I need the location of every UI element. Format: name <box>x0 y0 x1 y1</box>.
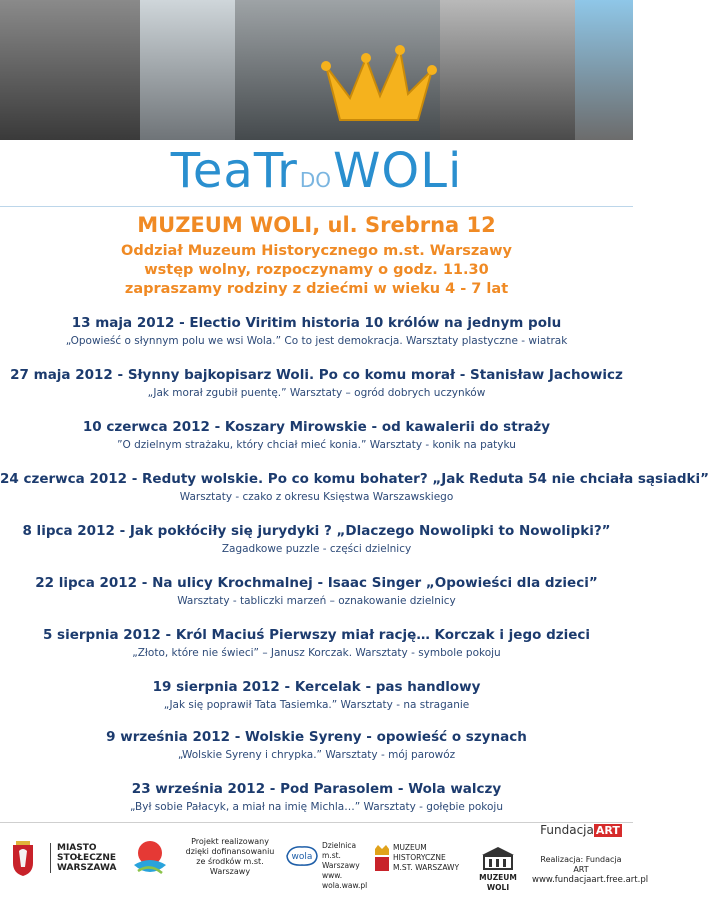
venue-heading: MUZEUM WOLI, ul. Srebrna 12 <box>137 213 496 237</box>
portraits-photo <box>440 0 575 140</box>
event-item <box>0 781 633 813</box>
museum-building-icon <box>480 845 516 871</box>
event-subtitle: „Złoto, które nie świeci” – Janusz Korczak. Warsztaty - symbole pokoju <box>132 647 501 659</box>
event-item <box>0 575 633 607</box>
logo-part-woli: WOLi <box>332 143 463 199</box>
event-title: 13 maja 2012 - Electio Viritim historia 10 królów na jednym polu <box>71 315 562 331</box>
website-text: www.fundacjaart.free.art.pl <box>532 875 649 885</box>
dzielnica-line: wola.waw.pl <box>322 881 368 890</box>
miasto-line: WARSZAWA <box>57 863 117 873</box>
museum-historical-icon <box>373 845 391 873</box>
logo-part-teatr: TeaTr <box>170 143 298 199</box>
event-item <box>0 419 633 451</box>
event-subtitle: „Jak morał zgubił puentę.” Warsztaty – ogród dobrych uczynków <box>147 387 486 399</box>
event-title: 19 sierpnia 2012 - Kercelak - pas handlowy <box>152 679 481 695</box>
miasto-logo-text <box>50 843 116 873</box>
teatr-do-woli-logo <box>0 143 633 203</box>
wola-logo-text: wola <box>291 852 313 862</box>
sponsor-footer <box>0 822 649 901</box>
event-item <box>0 367 633 399</box>
logo-part-do: DO <box>299 168 331 192</box>
info-line: zapraszamy rodziny z dziećmi w wieku 4 - 7 lat <box>124 281 509 297</box>
event-subtitle: ”O dzielnym strażaku, który chciał mieć konia.” Warsztaty - konik na patyku <box>117 439 516 451</box>
event-subtitle: „Był sobie Pałacyk, a miał na imię Michla…” Warsztaty - gołębie pokoju <box>129 801 504 813</box>
event-item <box>0 679 633 711</box>
muzeum-hist-line: MUZEUM <box>393 843 427 852</box>
event-title: 9 września 2012 - Wolskie Syreny - opowieść o szynach <box>106 729 527 745</box>
event-subtitle: Warsztaty - czako z okresu Księstwa Warszawskiego <box>179 491 454 503</box>
dzielnica-line: Warszawy <box>322 861 360 870</box>
project-funding-text <box>180 837 280 877</box>
miasto-line: MIASTO <box>57 843 97 853</box>
project-line: dzięki dofinansowaniu <box>185 847 275 856</box>
event-item <box>0 627 633 659</box>
event-item <box>0 315 633 347</box>
market-photo <box>0 0 140 140</box>
photo-collage-banner <box>0 0 633 140</box>
event-subtitle: „Wolskie Syreny i chrypka.” Warsztaty - mój parowóz <box>177 749 456 761</box>
ornament-photo <box>575 0 633 140</box>
miasto-line: STOŁECZNE <box>57 853 117 863</box>
event-subtitle: „Jak się poprawił Tata Tasiemka.” Warsztaty - na straganie <box>163 699 470 711</box>
info-block <box>0 242 633 299</box>
crown-icon <box>318 28 438 128</box>
realizacja-text: Realizacja: Fundacja ART <box>540 855 622 874</box>
dzielnica-line: m.st. <box>322 851 341 860</box>
event-title: 27 maja 2012 - Słynny bajkopisarz Woli. Po co komu morał - Stanisław Jachowicz <box>10 367 623 383</box>
art-badge: ART <box>595 824 620 837</box>
fundacja-art-block <box>532 823 649 885</box>
fundacja-label: Fundacja <box>540 823 594 837</box>
project-line: Projekt realizowany <box>191 837 269 846</box>
event-title: 22 lipca 2012 - Na ulicy Krochmalnej - Isaac Singer „Opowieści dla dzieci” <box>35 575 598 591</box>
event-title: 10 czerwca 2012 - Koszary Mirowskie - od kawalerii do straży <box>82 419 551 435</box>
divider <box>0 206 633 207</box>
project-line: ze środków m.st. Warszawy <box>196 857 264 876</box>
muzeum-hist-line: M.ST. WARSZAWY <box>393 863 460 872</box>
info-line: wstęp wolny, rozpoczynamy o godz. 11.30 <box>144 262 489 278</box>
warsaw-crest-icon <box>10 841 36 877</box>
muzeum-hist-line: HISTORYCZNE <box>393 853 446 862</box>
event-item <box>0 523 633 555</box>
info-line: Oddział Muzeum Historycznego m.st. Warszawy <box>121 243 512 259</box>
muzeum-woli-text: MUZEUM WOLI <box>479 873 517 892</box>
event-title: 24 czerwca 2012 - Reduty wolskie. Po co komu bohater? „Jak Reduta 54 nie chciała sąsiadki” <box>0 471 709 487</box>
event-title: 8 lipca 2012 - Jak pokłóciły się jurydyki ? „Dlaczego Nowolipki to Nowolipki?” <box>22 523 611 539</box>
event-subtitle: „Opowieść o słynnym polu we wsi Wola.” Co to jest demokracja. Warsztaty plastyczne - wiatrak <box>65 335 568 347</box>
event-title: 5 sierpnia 2012 - Król Maciuś Pierwszy miał rację… Korczak i jego dzieci <box>42 627 591 643</box>
dzielnica-line: Dzielnica <box>322 841 357 850</box>
dzielnica-text <box>322 841 372 891</box>
dzielnica-line: www. <box>322 871 343 880</box>
muzeum-historyczne-text <box>393 843 463 873</box>
event-subtitle: Warsztaty - tabliczki marzeń – oznakowanie dzielnicy <box>177 595 456 607</box>
warsaw-logo-icon <box>128 835 172 881</box>
event-item <box>0 471 709 503</box>
event-title: 23 września 2012 - Pod Parasolem - Wola walczy <box>131 781 502 797</box>
event-subtitle: Zagadkowe puzzle - części dzielnicy <box>221 543 412 555</box>
wola-logo-icon <box>285 845 319 867</box>
chimney-photo <box>140 0 235 140</box>
event-item <box>0 729 633 761</box>
